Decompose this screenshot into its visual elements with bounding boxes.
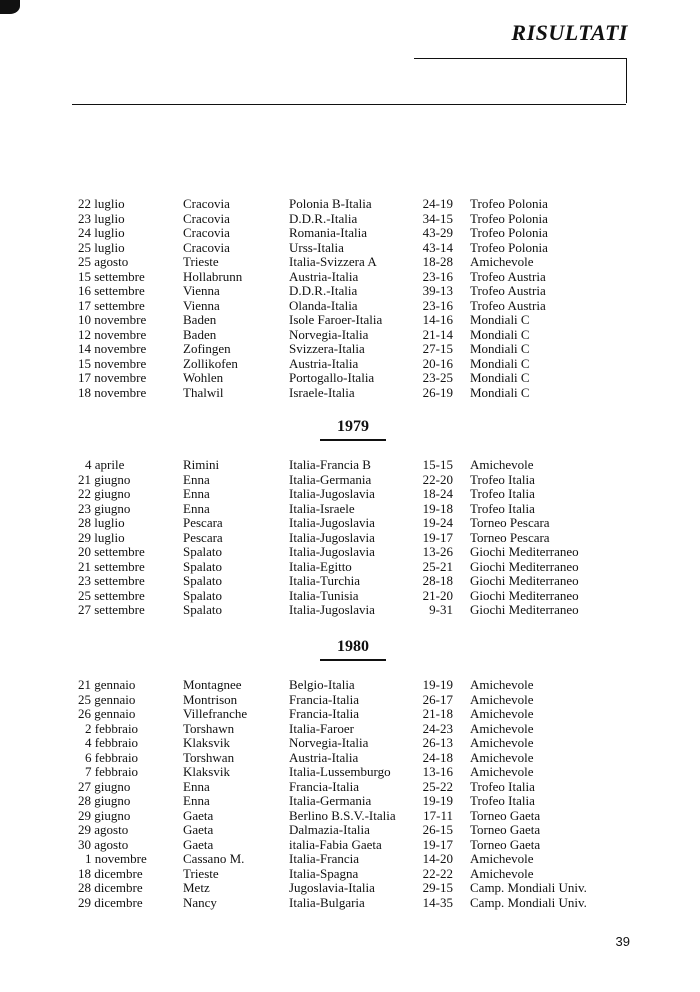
result-date: 4 aprile xyxy=(85,457,125,472)
result-row xyxy=(0,707,700,722)
result-place: Enna xyxy=(183,486,210,501)
result-date: 1 novembre xyxy=(85,851,147,866)
result-event: Trofeo Italia xyxy=(470,486,535,501)
result-match: Francia-Italia xyxy=(289,706,360,721)
result-row xyxy=(0,516,700,531)
result-row xyxy=(0,780,700,795)
result-event: Trofeo Polonia xyxy=(470,225,548,240)
result-date: 29 giugno xyxy=(78,807,131,823)
result-match: Dalmazia-Italia xyxy=(289,822,370,837)
result-event: Amichevole xyxy=(470,764,534,779)
result-row xyxy=(0,896,700,911)
result-place: Spalato xyxy=(183,587,222,603)
result-event: Mondiali C xyxy=(470,312,530,327)
result-event: Trofeo Italia xyxy=(470,500,535,516)
result-place: Klaksvik xyxy=(183,764,230,779)
result-place: Spalato xyxy=(183,602,222,617)
result-match: Berlino B.S.V.-Italia xyxy=(289,807,396,823)
result-match: Isole Faroer-Italia xyxy=(289,312,383,327)
result-match: Italia-Israele xyxy=(289,500,355,516)
result-match: Italia-Jugoslavia xyxy=(289,515,375,530)
result-event: Camp. Mondiali Univ. xyxy=(470,880,587,895)
result-row xyxy=(0,809,700,824)
result-date: 28 luglio xyxy=(78,515,125,530)
result-place: Enna xyxy=(183,471,210,487)
result-row xyxy=(0,722,700,737)
result-row xyxy=(0,574,700,589)
result-match: Francia-Italia xyxy=(289,691,360,707)
result-event: Torneo Gaeta xyxy=(470,822,541,837)
result-match: Belgio-Italia xyxy=(289,677,355,692)
result-row xyxy=(0,241,700,256)
result-event: Amichevole xyxy=(470,691,534,707)
result-score: 25-21 xyxy=(422,558,453,574)
result-event: Amichevole xyxy=(470,254,534,269)
result-match: Italia-Francia xyxy=(289,851,360,866)
result-place: Baden xyxy=(183,312,217,327)
result-score: 43-29 xyxy=(422,225,453,240)
result-score: 26-15 xyxy=(422,822,453,837)
result-event: Trofeo Italia xyxy=(470,778,535,794)
result-row xyxy=(0,678,700,693)
result-place: Villefranche xyxy=(183,706,248,721)
result-match: Italia-Lussemburgo xyxy=(289,764,391,779)
result-event: Amichevole xyxy=(470,749,534,765)
result-row xyxy=(0,299,700,314)
result-event: Torneo Gaeta xyxy=(470,807,541,823)
result-date: 18 dicembre xyxy=(78,865,143,881)
result-row xyxy=(0,357,700,372)
result-event: Trofeo Austria xyxy=(470,283,546,298)
result-score: 23-16 xyxy=(422,268,453,284)
result-row xyxy=(0,212,700,227)
result-row xyxy=(0,313,700,328)
result-place: Spalato xyxy=(183,544,222,559)
result-place: Wohlen xyxy=(183,370,224,385)
result-score: 24-23 xyxy=(422,720,453,736)
result-date: 20 settembre xyxy=(78,544,145,559)
result-row xyxy=(0,487,700,502)
result-row xyxy=(0,473,700,488)
result-date: 15 settembre xyxy=(78,268,145,284)
result-event: Giochi Mediterraneo xyxy=(470,587,579,603)
result-score: 18-28 xyxy=(422,254,453,269)
result-date: 7 febbraio xyxy=(85,764,139,779)
result-match: D.D.R.-Italia xyxy=(289,210,358,226)
result-date: 22 luglio xyxy=(78,196,125,211)
result-place: Hollabrunn xyxy=(183,268,243,284)
result-score: 19-18 xyxy=(422,500,453,516)
result-score: 13-26 xyxy=(422,544,453,559)
result-row xyxy=(0,226,700,241)
result-event: Mondiali C xyxy=(470,384,530,400)
result-place: Cassano M. xyxy=(183,851,245,866)
result-row xyxy=(0,328,700,343)
result-place: Thalwil xyxy=(183,384,224,400)
result-row xyxy=(0,342,700,357)
result-score: 23-16 xyxy=(422,297,453,313)
result-date: 25 agosto xyxy=(78,254,129,269)
result-score: 28-18 xyxy=(422,573,453,588)
result-match: D.D.R.-Italia xyxy=(289,283,358,298)
result-place: Spalato xyxy=(183,573,222,588)
result-score: 29-15 xyxy=(422,880,453,895)
result-event: Mondiali C xyxy=(470,326,530,342)
page-number: 39 xyxy=(615,934,630,949)
result-place: Gaeta xyxy=(183,807,214,823)
page-title: RISULTATI xyxy=(511,20,628,45)
result-place: Torshwan xyxy=(183,749,235,765)
result-score: 22-20 xyxy=(422,471,453,487)
result-match: Italia-Jugoslavia xyxy=(289,529,375,545)
result-place: Trieste xyxy=(183,254,219,269)
result-date: 15 novembre xyxy=(78,355,147,371)
result-event: Torneo Pescara xyxy=(470,515,550,530)
result-score: 21-20 xyxy=(422,587,453,603)
result-date: 28 giugno xyxy=(78,793,131,808)
result-date: 2 febbraio xyxy=(85,720,139,736)
result-place: Pescara xyxy=(183,529,223,545)
result-place: Metz xyxy=(183,880,210,895)
year-heading-1980 xyxy=(320,638,386,661)
result-score: 26-17 xyxy=(422,691,453,707)
result-place: Cracovia xyxy=(183,196,230,211)
result-match: Italia-Jugoslavia xyxy=(289,544,375,559)
result-place: Klaksvik xyxy=(183,735,230,750)
result-score: 21-14 xyxy=(422,326,453,342)
result-score: 24-18 xyxy=(422,749,453,765)
result-date: 27 settembre xyxy=(78,602,145,617)
result-place: Gaeta xyxy=(183,836,214,852)
result-score: 22-22 xyxy=(422,865,453,881)
result-place: Gaeta xyxy=(183,822,214,837)
result-event: Trofeo Polonia xyxy=(470,239,548,255)
result-place: Cracovia xyxy=(183,239,230,255)
result-row xyxy=(0,693,700,708)
result-row xyxy=(0,603,700,618)
result-event: Amichevole xyxy=(470,735,534,750)
result-score: 19-17 xyxy=(422,529,453,545)
result-match: Austria-Italia xyxy=(289,355,359,371)
result-date: 25 settembre xyxy=(78,587,145,603)
result-place: Zollikofen xyxy=(183,355,238,371)
year-heading-1979 xyxy=(320,418,386,441)
result-row xyxy=(0,794,700,809)
result-score: 19-19 xyxy=(422,793,453,808)
result-event: Trofeo Polonia xyxy=(470,196,548,211)
result-match: Italia-Svizzera A xyxy=(289,254,377,269)
result-row xyxy=(0,531,700,546)
result-place: Nancy xyxy=(183,894,217,910)
result-row xyxy=(0,197,700,212)
result-row xyxy=(0,751,700,766)
result-date: 30 agosto xyxy=(78,836,129,852)
result-score: 19-17 xyxy=(422,836,453,852)
result-score: 21-18 xyxy=(422,706,453,721)
result-score: 24-19 xyxy=(422,196,453,211)
result-date: 27 giugno xyxy=(78,778,131,794)
result-score: 14-35 xyxy=(422,894,453,910)
result-row xyxy=(0,852,700,867)
result-match: Francia-Italia xyxy=(289,778,360,794)
result-date: 29 luglio xyxy=(78,529,125,545)
year-heading-text: 1980 xyxy=(320,638,386,661)
result-date: 6 febbraio xyxy=(85,749,139,765)
result-date: 26 gennaio xyxy=(78,706,136,721)
result-place: Pescara xyxy=(183,515,223,530)
result-place: Enna xyxy=(183,500,210,516)
result-score: 19-19 xyxy=(422,677,453,692)
result-score: 23-25 xyxy=(422,370,453,385)
result-match: Italia-Francia B xyxy=(289,457,371,472)
result-match: Romania-Italia xyxy=(289,225,367,240)
result-place: Baden xyxy=(183,326,217,342)
result-score: 26-13 xyxy=(422,735,453,750)
result-place: Vienna xyxy=(183,297,220,313)
result-row xyxy=(0,371,700,386)
result-date: 21 settembre xyxy=(78,558,145,574)
result-place: Zofingen xyxy=(183,341,231,356)
result-place: Enna xyxy=(183,778,210,794)
header-box-decoration xyxy=(414,58,627,103)
result-date: 17 settembre xyxy=(78,297,145,313)
result-match: Italia-Turchia xyxy=(289,573,360,588)
result-row xyxy=(0,458,700,473)
result-date: 18 novembre xyxy=(78,384,147,400)
result-score: 13-16 xyxy=(422,764,453,779)
result-event: Trofeo Italia xyxy=(470,793,535,808)
result-place: Montagnee xyxy=(183,677,242,692)
result-match: Portogallo-Italia xyxy=(289,370,375,385)
result-event: Trofeo Italia xyxy=(470,471,535,487)
result-place: Torshawn xyxy=(183,720,235,736)
result-row xyxy=(0,867,700,882)
result-event: Amichevole xyxy=(470,851,534,866)
result-event: Amichevole xyxy=(470,457,534,472)
result-place: Enna xyxy=(183,793,210,808)
result-match: Austria-Italia xyxy=(289,749,359,765)
result-row xyxy=(0,284,700,299)
result-date: 4 febbraio xyxy=(85,735,139,750)
result-row xyxy=(0,255,700,270)
result-match: Italia-Germania xyxy=(289,471,372,487)
result-score: 9-31 xyxy=(429,602,453,617)
result-score: 14-16 xyxy=(422,312,453,327)
result-event: Giochi Mediterraneo xyxy=(470,558,579,574)
result-match: Jugoslavia-Italia xyxy=(289,880,375,895)
result-date: 29 dicembre xyxy=(78,894,143,910)
result-match: italia-Fabia Gaeta xyxy=(289,836,382,852)
result-event: Giochi Mediterraneo xyxy=(470,602,579,617)
result-event: Torneo Pescara xyxy=(470,529,550,545)
result-match: Italia-Faroer xyxy=(289,720,354,736)
result-event: Trofeo Austria xyxy=(470,297,546,313)
results-section-1980 xyxy=(0,678,700,910)
header-rule xyxy=(72,104,626,105)
result-event: Trofeo Polonia xyxy=(470,210,548,226)
result-match: Urss-Italia xyxy=(289,239,344,255)
result-date: 29 agosto xyxy=(78,822,129,837)
result-date: 17 novembre xyxy=(78,370,147,385)
result-place: Trieste xyxy=(183,865,219,881)
result-date: 23 giugno xyxy=(78,500,131,516)
result-score: 27-15 xyxy=(422,341,453,356)
result-score: 34-15 xyxy=(422,210,453,226)
result-date: 16 settembre xyxy=(78,283,145,298)
result-match: Italia-Egitto xyxy=(289,558,352,574)
result-match: Italia-Tunisia xyxy=(289,587,359,603)
year-heading-text: 1979 xyxy=(320,418,386,441)
result-row xyxy=(0,502,700,517)
result-score: 18-24 xyxy=(422,486,453,501)
result-date: 10 novembre xyxy=(78,312,147,327)
result-row xyxy=(0,881,700,896)
result-place: Cracovia xyxy=(183,210,230,226)
result-date: 28 dicembre xyxy=(78,880,143,895)
result-event: Trofeo Austria xyxy=(470,268,546,284)
result-match: Italia-Jugoslavia xyxy=(289,486,375,501)
result-match: Norvegia-Italia xyxy=(289,326,369,342)
result-match: Italia-Germania xyxy=(289,793,372,808)
result-match: Italia-Jugoslavia xyxy=(289,602,375,617)
result-place: Montrison xyxy=(183,691,238,707)
result-row xyxy=(0,270,700,285)
result-event: Giochi Mediterraneo xyxy=(470,544,579,559)
result-match: Svizzera-Italia xyxy=(289,341,365,356)
result-event: Amichevole xyxy=(470,865,534,881)
result-date: 23 luglio xyxy=(78,210,125,226)
result-event: Amichevole xyxy=(470,677,534,692)
result-score: 14-20 xyxy=(422,851,453,866)
result-row xyxy=(0,545,700,560)
result-row xyxy=(0,589,700,604)
result-place: Vienna xyxy=(183,283,220,298)
result-event: Amichevole xyxy=(470,706,534,721)
result-event: Camp. Mondiali Univ. xyxy=(470,894,587,910)
result-score: 43-14 xyxy=(422,239,453,255)
result-place: Rimini xyxy=(183,457,220,472)
result-event: Giochi Mediterraneo xyxy=(470,573,579,588)
result-event: Amichevole xyxy=(470,720,534,736)
result-date: 21 gennaio xyxy=(78,677,136,692)
result-date: 23 settembre xyxy=(78,573,145,588)
result-event: Torneo Gaeta xyxy=(470,836,541,852)
result-row xyxy=(0,823,700,838)
result-score: 15-15 xyxy=(422,457,453,472)
result-date: 22 giugno xyxy=(78,486,131,501)
result-match: Norvegia-Italia xyxy=(289,735,369,750)
result-score: 25-22 xyxy=(422,778,453,794)
result-date: 25 luglio xyxy=(78,239,125,255)
result-match: Italia-Spagna xyxy=(289,865,359,881)
result-place: Spalato xyxy=(183,558,222,574)
result-score: 39-13 xyxy=(422,283,453,298)
result-score: 19-24 xyxy=(422,515,453,530)
result-match: Austria-Italia xyxy=(289,268,359,284)
scan-corner-mark xyxy=(0,0,20,14)
result-date: 14 novembre xyxy=(78,341,147,356)
result-date: 24 luglio xyxy=(78,225,125,240)
result-date: 21 giugno xyxy=(78,471,131,487)
result-event: Mondiali C xyxy=(470,370,530,385)
result-row xyxy=(0,386,700,401)
result-date: 12 novembre xyxy=(78,326,147,342)
result-score: 17-11 xyxy=(423,807,453,823)
results-section-1978 xyxy=(0,197,700,400)
result-match: Polonia B-Italia xyxy=(289,196,372,211)
result-match: Olanda-Italia xyxy=(289,297,358,313)
result-event: Mondiali C xyxy=(470,355,530,371)
result-match: Israele-Italia xyxy=(289,384,355,400)
result-date: 25 gennaio xyxy=(78,691,136,707)
result-row xyxy=(0,838,700,853)
result-score: 20-16 xyxy=(422,355,453,371)
result-row xyxy=(0,736,700,751)
results-section-1979 xyxy=(0,458,700,618)
result-event: Mondiali C xyxy=(470,341,530,356)
result-row xyxy=(0,765,700,780)
result-score: 26-19 xyxy=(422,384,453,400)
result-place: Cracovia xyxy=(183,225,230,240)
result-match: Italia-Bulgaria xyxy=(289,894,365,910)
result-row xyxy=(0,560,700,575)
